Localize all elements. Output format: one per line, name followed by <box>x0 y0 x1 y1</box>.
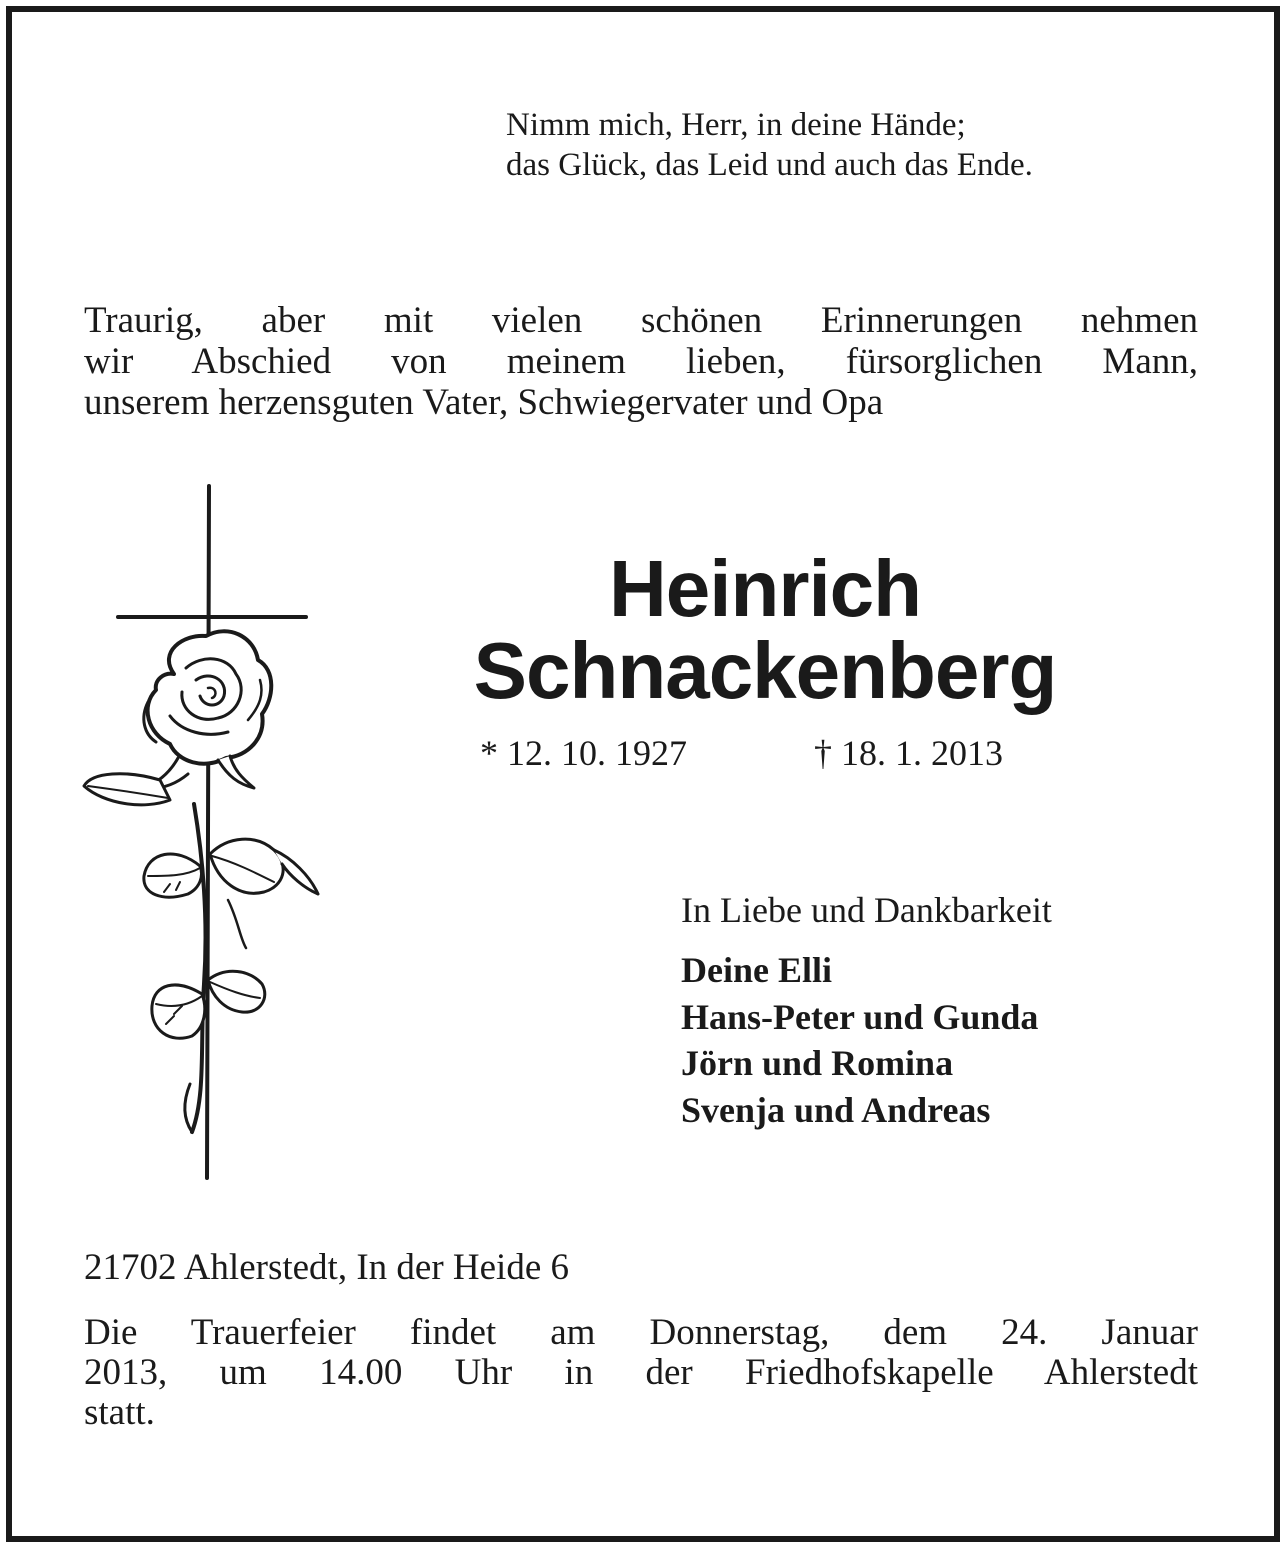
signer: Jörn und Romina <box>681 1043 954 1083</box>
intro-line-2: wir Abschied von meinem lieben, fürsorglichen Mann, <box>84 341 1198 382</box>
intro-line-1: Traurig, aber mit vielen schönen Erinnerungen nehmen <box>84 300 1198 341</box>
ceremony-notice <box>84 1313 1198 1433</box>
address: 21702 Ahlerstedt, In der Heide 6 <box>84 1247 569 1288</box>
birth-date: * 12. 10. 1927 <box>480 733 687 773</box>
signer: Hans-Peter und Gunda <box>681 996 1039 1037</box>
intro-text <box>84 300 1198 423</box>
verse-line-2: das Glück, das Leid und auch das Ende. <box>506 147 1033 183</box>
closing-line: In Liebe und Dankbarkeit <box>681 890 1052 930</box>
signer: Svenja und Andreas <box>681 1089 991 1130</box>
verse-line-1: Nimm mich, Herr, in deine Hände; <box>506 107 966 143</box>
ceremony-line-2: 2013, um 14.00 Uhr in der Friedhofskapelle Ahlerstedt <box>84 1352 1198 1393</box>
death-date: † 18. 1. 2013 <box>814 733 1003 773</box>
intro-line-3: unserem herzensguten Vater, Schwiegervater und Opa <box>84 382 884 423</box>
signer: Deine Elli <box>681 950 832 990</box>
deceased-first-name: Heinrich <box>608 544 922 633</box>
deceased-last-name: Schnackenberg <box>473 626 1057 715</box>
cross-with-rose-icon <box>78 484 328 1184</box>
ceremony-line-1: Die Trauerfeier findet am Donnerstag, dem 24. Januar <box>84 1312 1198 1353</box>
ceremony-line-3: statt. <box>84 1392 155 1433</box>
signers-list <box>681 947 1038 1133</box>
deceased-name <box>400 544 1130 715</box>
bible-verse <box>506 105 1226 185</box>
